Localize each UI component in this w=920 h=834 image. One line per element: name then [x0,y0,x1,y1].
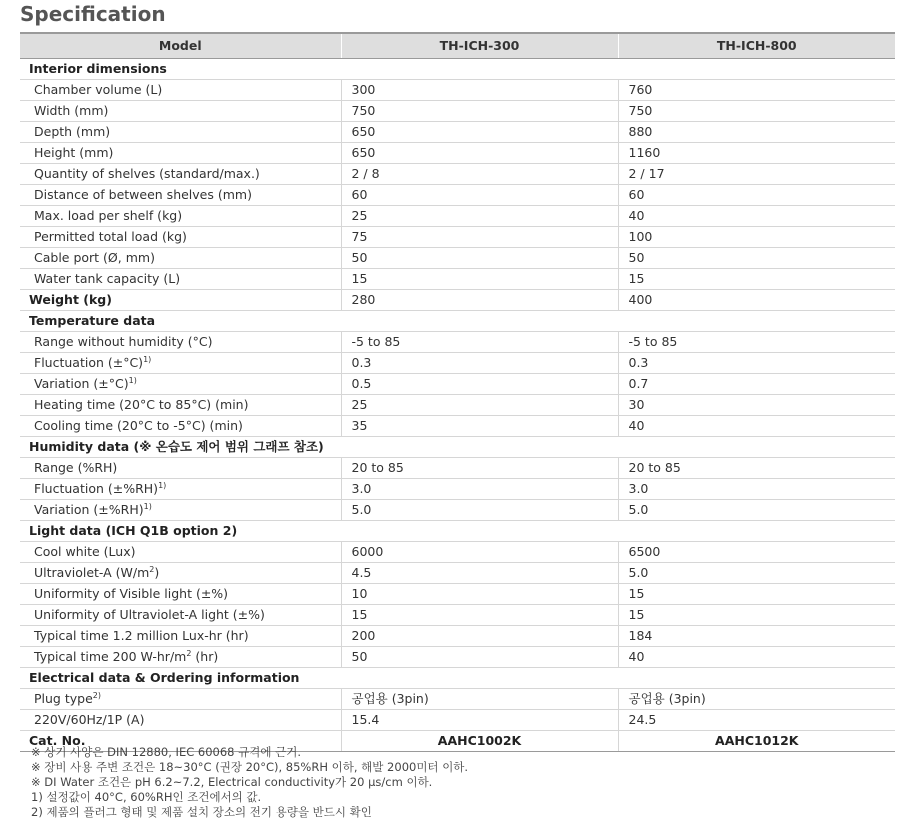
row-label-text: Fluctuation (±°C) [34,355,144,370]
row-label [20,353,341,374]
section-title: Light data (ICH Q1B option 2) [20,521,895,542]
spec-table-body [20,59,895,752]
value-th-ich-300: 25 [341,395,618,416]
row-label [20,101,341,122]
row-label-text: 220V/60Hz/1P (A) [34,712,145,727]
value-th-ich-300: 75 [341,227,618,248]
value-th-ich-300: 280 [341,290,618,311]
row-label [20,605,341,626]
header-model: Model [20,33,341,59]
row-label [20,290,341,311]
row-label [20,122,341,143]
table-row [20,353,895,374]
section-row [20,521,895,542]
row-label-text: Chamber volume (L) [34,82,163,97]
row-label-text: Permitted total load (kg) [34,229,187,244]
table-row [20,605,895,626]
row-label [20,563,341,584]
spec-table [20,32,895,752]
row-label-text: Depth (mm) [34,124,111,139]
row-label-text: Variation (±%RH) [34,502,144,517]
row-label-text: Heating time (20°C to 85°C) (min) [34,397,249,412]
value-th-ich-300: 6000 [341,542,618,563]
row-label-text: Cool white (Lux) [34,544,136,559]
table-row [20,689,895,710]
value-th-ich-300: 0.5 [341,374,618,395]
table-row [20,122,895,143]
row-label-text: Ultraviolet-A (W/m [34,565,150,580]
value-th-ich-300: 15 [341,269,618,290]
row-label-text: Typical time 200 W-hr/m [34,649,187,664]
value-th-ich-800: 40 [618,647,895,668]
table-row [20,626,895,647]
value-th-ich-300: 50 [341,248,618,269]
value-th-ich-300: 50 [341,647,618,668]
section-row [20,59,895,80]
value-th-ich-800: 5.0 [618,500,895,521]
row-label [20,458,341,479]
table-row [20,269,895,290]
value-th-ich-300: 공업용 (3pin) [341,689,618,710]
table-row [20,647,895,668]
table-row [20,542,895,563]
value-th-ich-800: 0.3 [618,353,895,374]
section-title: Temperature data [20,311,895,332]
header-model-800: TH-ICH-800 [618,33,895,59]
row-label-text: Height (mm) [34,145,114,160]
footnote-marker: 1) [128,375,137,385]
footnote-marker: 1) [158,480,167,490]
row-label [20,269,341,290]
value-th-ich-800: 760 [618,80,895,101]
footnote: ※ 상기 사양은 DIN 12880, IEC 60068 규격에 근거. [31,745,301,759]
table-row [20,80,895,101]
value-th-ich-800: 184 [618,626,895,647]
value-th-ich-300: AAHC1002K [341,731,618,752]
value-th-ich-800: 880 [618,122,895,143]
row-label [20,500,341,521]
footnotes [31,745,468,820]
section-title: Humidity data (※ 온습도 제어 범위 그래프 참조) [20,437,895,458]
value-th-ich-800: AAHC1012K [618,731,895,752]
row-label-text: Fluctuation (±%RH) [34,481,159,496]
table-row [20,143,895,164]
row-label-text: Cooling time (20°C to -5°C) (min) [34,418,243,433]
row-label-text: Plug type [34,691,93,706]
row-label [20,248,341,269]
value-th-ich-800: 30 [618,395,895,416]
section-row [20,668,895,689]
row-label [20,143,341,164]
value-th-ich-800: 공업용 (3pin) [618,689,895,710]
row-label [20,416,341,437]
section-title: Electrical data & Ordering information [20,668,895,689]
table-row [20,290,895,311]
row-label-text: Cat. No. [29,733,86,748]
table-row [20,374,895,395]
value-th-ich-800: 15 [618,269,895,290]
value-th-ich-800: 0.7 [618,374,895,395]
row-label-text: Variation (±°C) [34,376,129,391]
table-row [20,500,895,521]
row-label [20,206,341,227]
value-th-ich-800: 40 [618,206,895,227]
row-label [20,584,341,605]
footnote-marker: 2 [149,564,155,574]
value-th-ich-800: 15 [618,584,895,605]
value-th-ich-300: 10 [341,584,618,605]
value-th-ich-800: 100 [618,227,895,248]
footnote: ※ 장비 사용 주변 조건은 18~30°C (권장 20°C), 85%RH 이하, 해발 2000미터 이하. [31,760,469,774]
row-label [20,185,341,206]
row-label-text: Distance of between shelves (mm) [34,187,252,202]
row-label [20,395,341,416]
value-th-ich-300: 15 [341,605,618,626]
footnote-marker: 2 [186,648,192,658]
footnote: ※ DI Water 조건은 pH 6.2~7.2, Electrical conductivity가 20 μs/cm 이하. [31,775,433,789]
value-th-ich-300: -5 to 85 [341,332,618,353]
row-label-text: Uniformity of Ultraviolet-A light (±%) [34,607,265,622]
row-label [20,647,341,668]
row-label-text: Cable port (Ø, mm) [34,250,155,265]
row-label-suffix: (hr) [191,649,219,664]
table-row [20,584,895,605]
table-row [20,206,895,227]
row-label [20,80,341,101]
table-row [20,164,895,185]
row-label-text: Typical time 1.2 million Lux-hr (hr) [34,628,249,643]
footnote-marker: 1) [143,501,152,511]
row-label [20,374,341,395]
table-row [20,248,895,269]
value-th-ich-300: 4.5 [341,563,618,584]
table-row [20,395,895,416]
value-th-ich-300: 0.3 [341,353,618,374]
row-label [20,479,341,500]
table-row [20,101,895,122]
footnote-marker: 2) [92,690,101,700]
section-title: Interior dimensions [20,59,895,80]
row-label [20,542,341,563]
value-th-ich-300: 15.4 [341,710,618,731]
table-row [20,227,895,248]
page-title: Specification [20,2,166,26]
row-label-text: Width (mm) [34,103,109,118]
row-label [20,227,341,248]
row-label-text: Range without humidity (°C) [34,334,213,349]
value-th-ich-800: 15 [618,605,895,626]
table-row [20,563,895,584]
value-th-ich-300: 750 [341,101,618,122]
row-label-text: Quantity of shelves (standard/max.) [34,166,260,181]
value-th-ich-300: 2 / 8 [341,164,618,185]
row-label [20,689,341,710]
row-label [20,332,341,353]
footnote: 2) 제품의 플러그 형태 및 제품 설치 장소의 전기 용량을 반드시 확인 [31,805,372,819]
row-label [20,710,341,731]
row-label-text: Range (%RH) [34,460,118,475]
value-th-ich-300: 650 [341,143,618,164]
table-header-row [20,33,895,59]
value-th-ich-800: 60 [618,185,895,206]
value-th-ich-800: 3.0 [618,479,895,500]
value-th-ich-800: 5.0 [618,563,895,584]
value-th-ich-300: 300 [341,80,618,101]
table-row [20,710,895,731]
value-th-ich-800: 750 [618,101,895,122]
footnote-marker: 1) [143,354,152,364]
row-label-suffix: ) [154,565,160,580]
value-th-ich-800: 1160 [618,143,895,164]
value-th-ich-300: 35 [341,416,618,437]
value-th-ich-300: 60 [341,185,618,206]
value-th-ich-800: -5 to 85 [618,332,895,353]
row-label [20,164,341,185]
row-label [20,626,341,647]
section-row [20,311,895,332]
value-th-ich-800: 6500 [618,542,895,563]
value-th-ich-300: 20 to 85 [341,458,618,479]
value-th-ich-800: 2 / 17 [618,164,895,185]
value-th-ich-300: 200 [341,626,618,647]
value-th-ich-300: 5.0 [341,500,618,521]
table-row [20,458,895,479]
header-model-300: TH-ICH-300 [341,33,618,59]
table-row [20,185,895,206]
value-th-ich-800: 40 [618,416,895,437]
row-label-text: Water tank capacity (L) [34,271,181,286]
table-row [20,416,895,437]
value-th-ich-300: 25 [341,206,618,227]
value-th-ich-800: 20 to 85 [618,458,895,479]
value-th-ich-800: 50 [618,248,895,269]
section-row [20,437,895,458]
table-row [20,332,895,353]
table-row [20,479,895,500]
value-th-ich-800: 400 [618,290,895,311]
row-label-text: Max. load per shelf (kg) [34,208,183,223]
footnote: 1) 설정값이 40°C, 60%RH인 조건에서의 값. [31,790,262,804]
row-label-text: Uniformity of Visible light (±%) [34,586,229,601]
value-th-ich-800: 24.5 [618,710,895,731]
value-th-ich-300: 3.0 [341,479,618,500]
row-label-text: Weight (kg) [29,292,112,307]
value-th-ich-300: 650 [341,122,618,143]
